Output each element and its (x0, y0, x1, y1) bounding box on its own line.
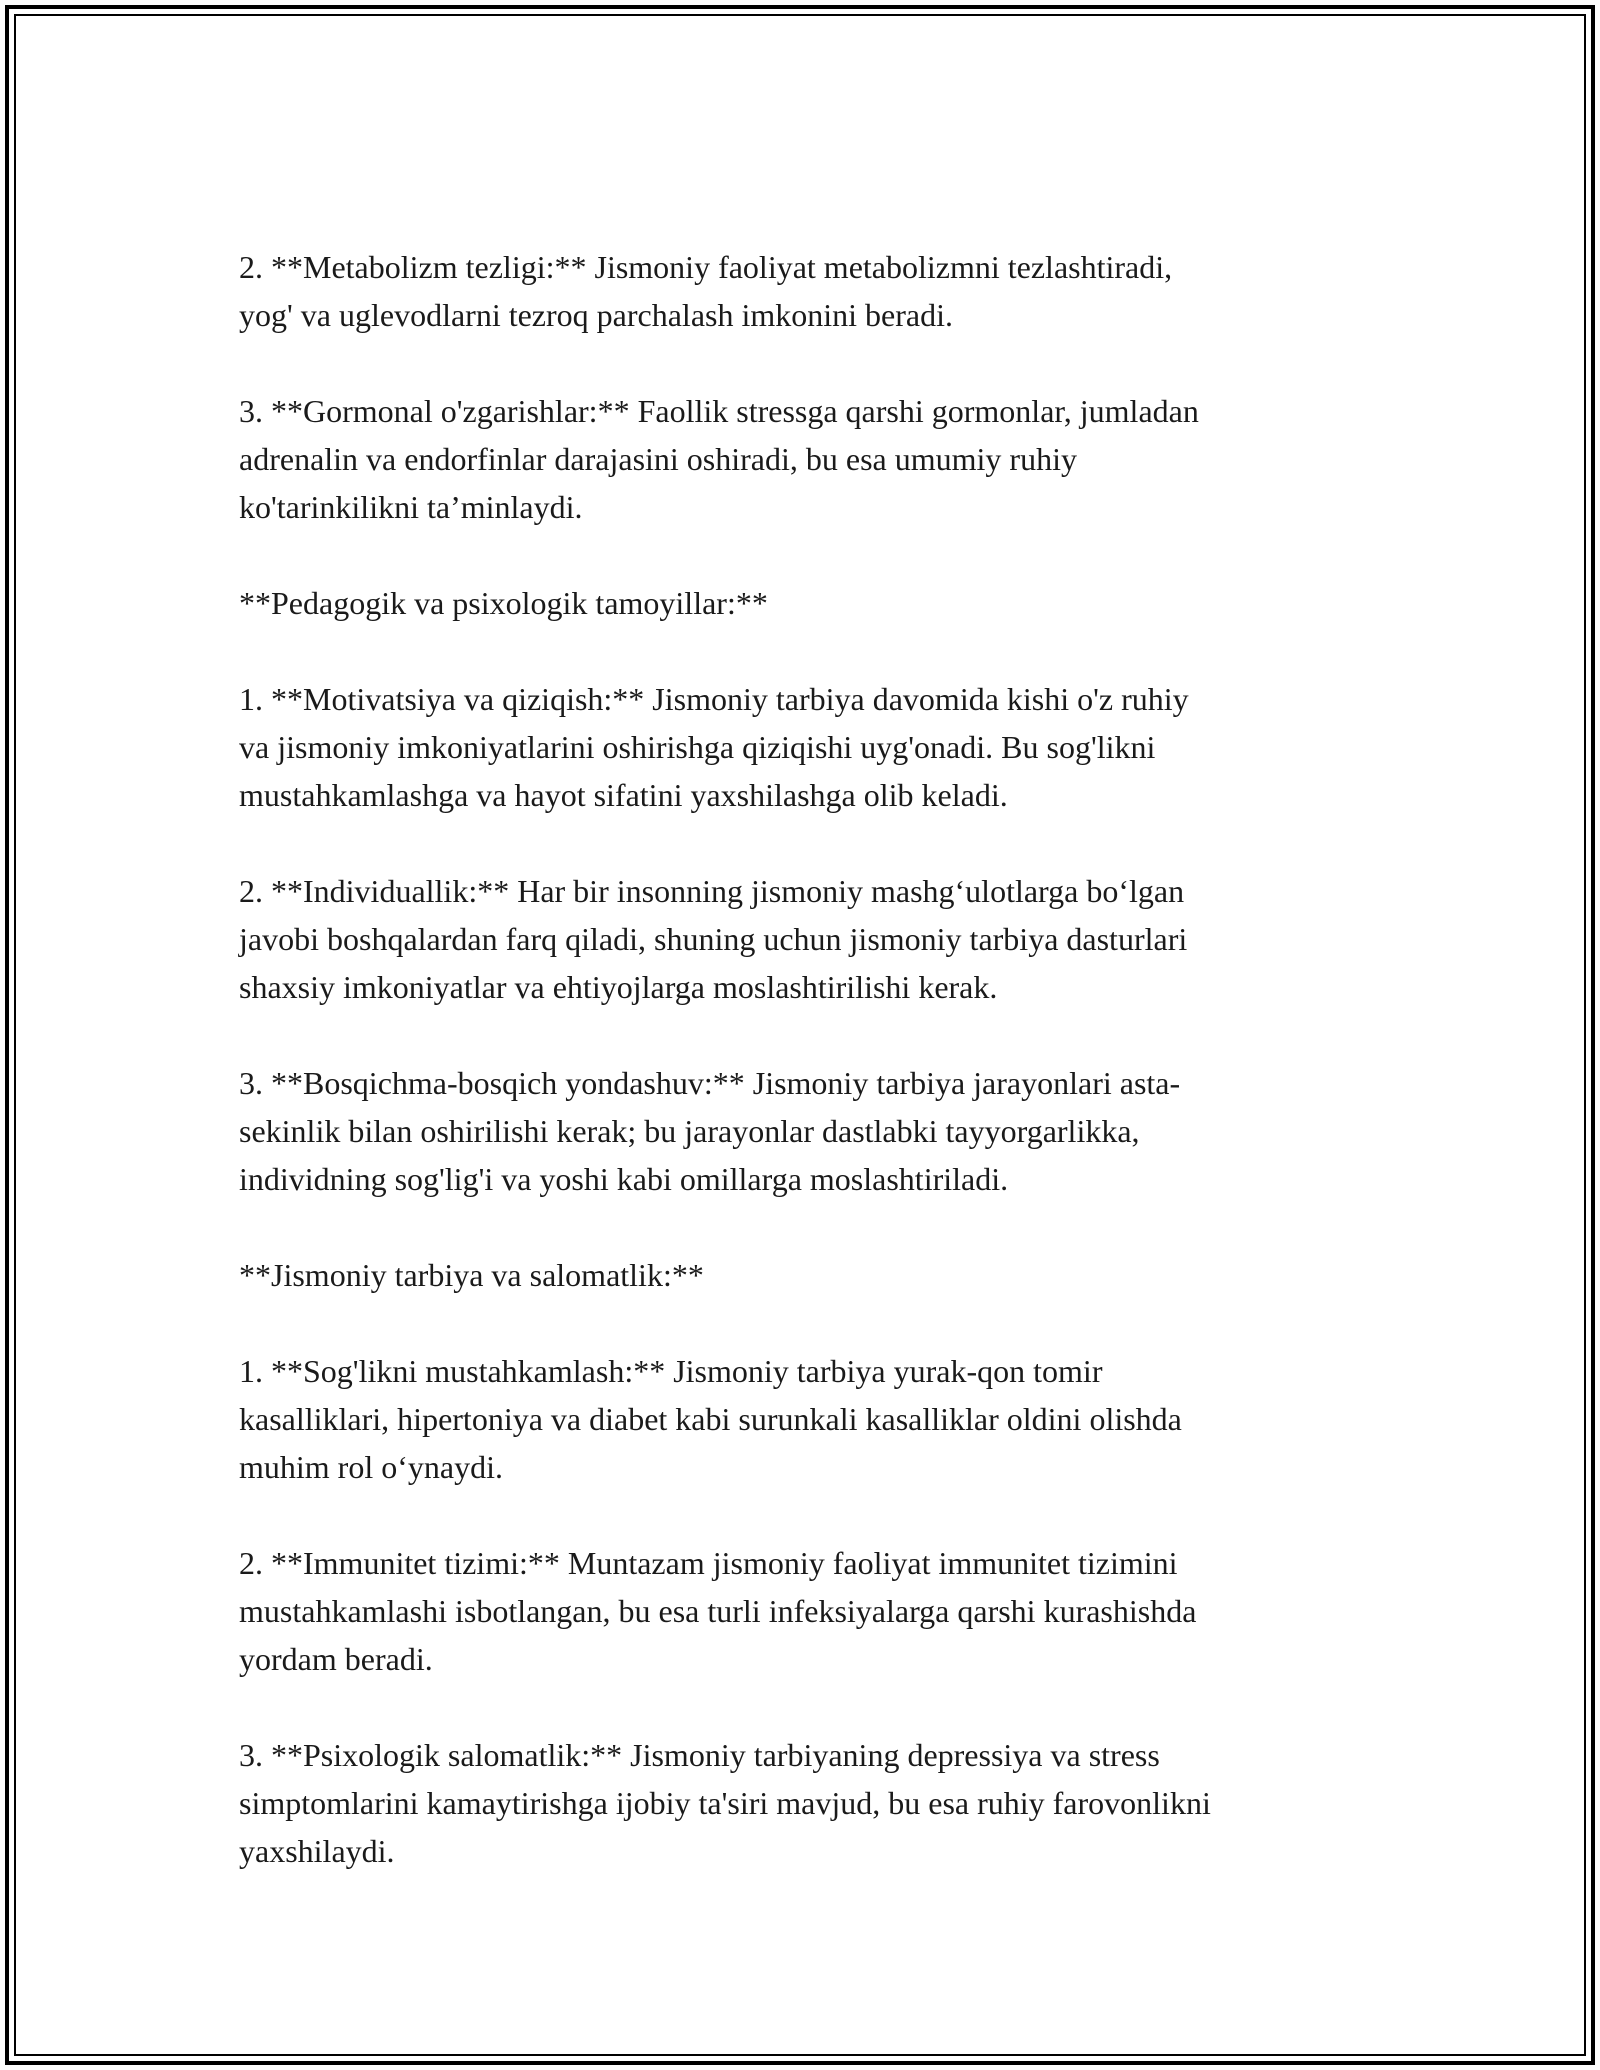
section-heading-pedagogik-psixologik: **Pedagogik va psixologik tamoyillar:** (239, 585, 768, 621)
document-body (239, 243, 1369, 1875)
list-item-soglikni-mustahkamlash: 1. **Sog'likni mustahkamlash:** Jismoniy tarbiya yurak-qon tomir kasalliklari, hipertoniya va diabet kabi surunkali kasalliklar oldini olishda muhim rol o‘ynaydi. (239, 1353, 1182, 1485)
list-item-psixologik-salomatlik: 3. **Psixologik salomatlik:** Jismoniy tarbiyaning depressiya va stress simptomlarini kamaytirishga ijobiy ta'siri mavjud, bu esa ruhiy farovonlikni yaxshilaydi. (239, 1737, 1211, 1869)
list-item-metabolizm-tezligi: 2. **Metabolizm tezligi:** Jismoniy faoliyat metabolizmni tezlashtiradi, yog' va uglevodlarni tezroq parchalash imkonini beradi. (239, 249, 1173, 333)
list-item-immunitet-tizimi: 2. **Immunitet tizimi:** Muntazam jismoniy faoliyat immunitet tizimini mustahkamlashi isbotlangan, bu esa turli infeksiyalarga qarshi kurashishda yordam beradi. (239, 1545, 1197, 1677)
section-heading-jismoniy-salomatlik: **Jismoniy tarbiya va salomatlik:** (239, 1257, 704, 1293)
list-item-individuallik: 2. **Individuallik:** Har bir insonning jismoniy mashg‘ulotlarga bo‘lgan javobi boshqalardan farq qiladi, shuning uchun jismoniy tarbiya dasturlari shaxsiy imkoniyatlar va ehtiyojlarga moslashtirilishi kerak. (239, 873, 1188, 1005)
page-border (5, 5, 1595, 2065)
list-item-bosqichma-bosqich: 3. **Bosqichma-bosqich yondashuv:** Jismoniy tarbiya jarayonlari asta- sekinlik bilan oshirilishi kerak; bu jarayonlar dastlabki tayyorgarlikka, individning sog'lig'i va yoshi kabi omillarga moslashtiriladi. (239, 1065, 1181, 1197)
list-item-gormonal-ozgarishlar: 3. **Gormonal o'zgarishlar:** Faollik stressga qarshi gormonlar, jumladan adrenalin va endorfinlar darajasini oshiradi, bu esa umumiy ruhiy ko'tarinkilikni ta’minlaydi. (239, 393, 1199, 525)
list-item-motivatsiya: 1. **Motivatsiya va qiziqish:** Jismoniy tarbiya davomida kishi o'z ruhiy va jismoniy imkoniyatlarini oshirishga qiziqishi uyg'onadi. Bu sog'likni mustahkamlashga va hayot sifatini yaxshilashga olib keladi. (239, 681, 1189, 813)
